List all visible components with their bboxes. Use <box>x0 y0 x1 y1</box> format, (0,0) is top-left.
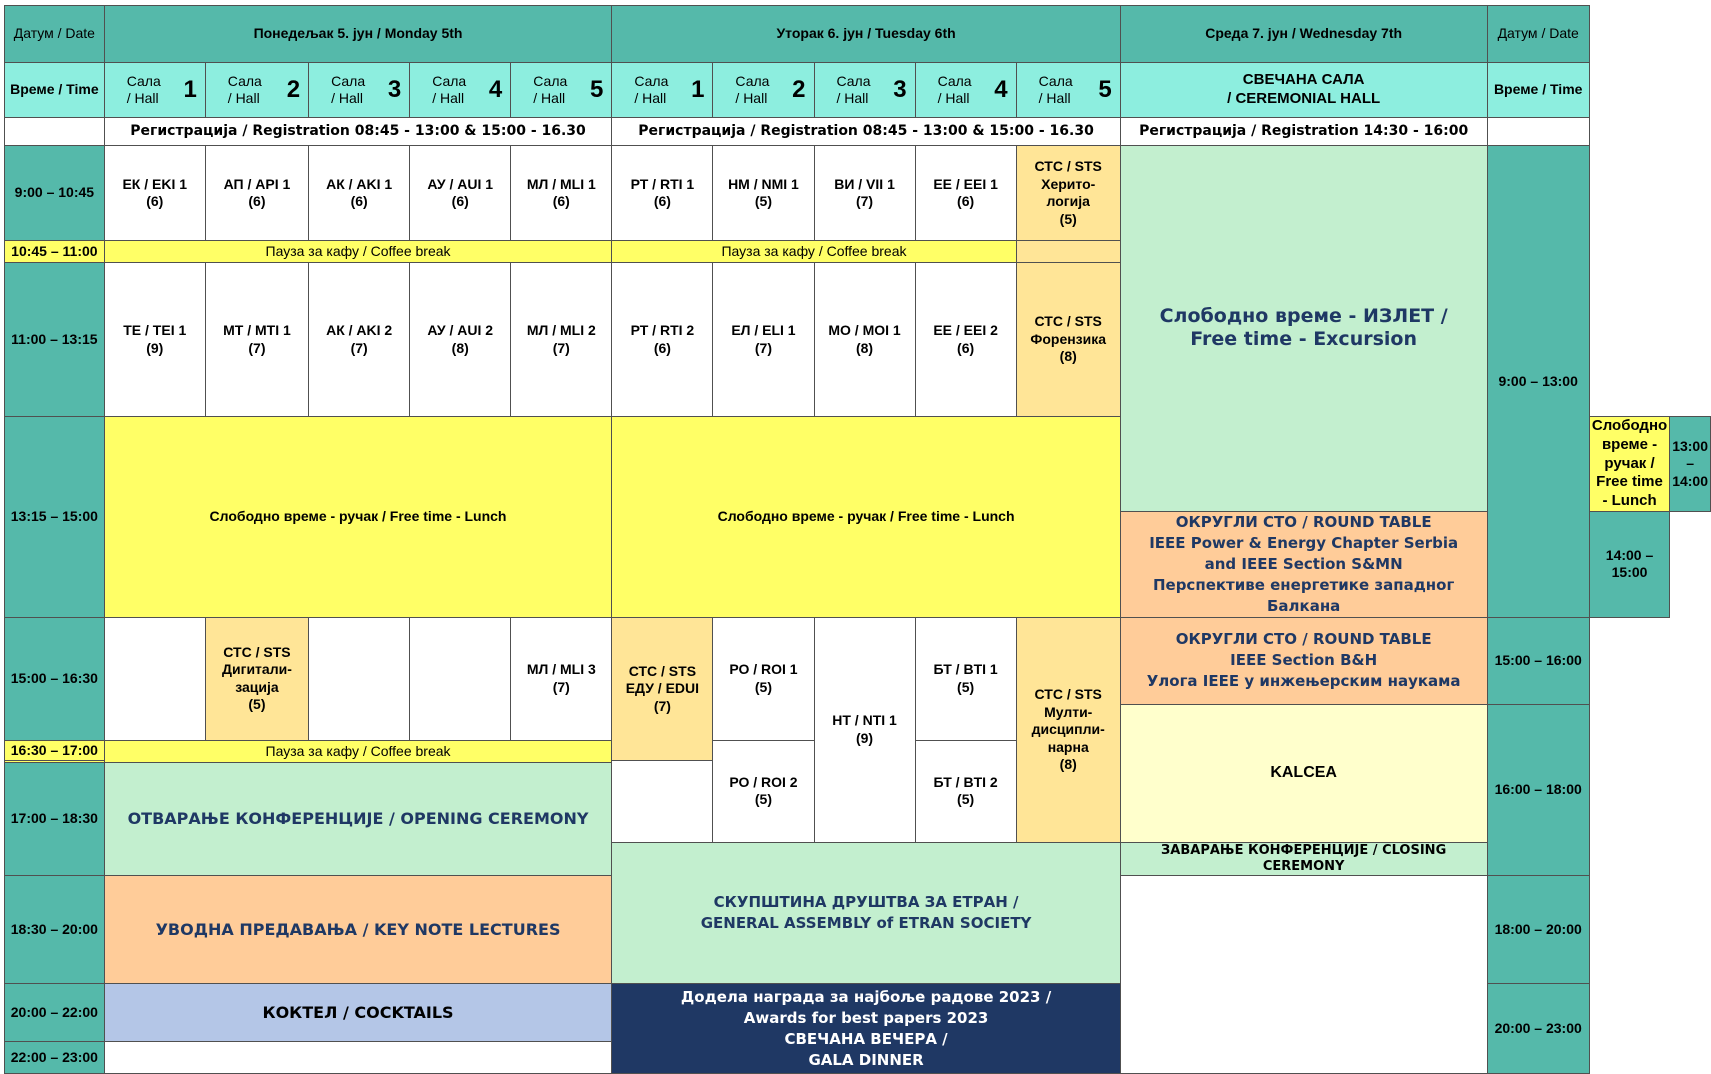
session-cell <box>713 146 814 241</box>
keynote-lectures: УВОДНА ПРЕДАВАЊА / KEY NOTE LECTURES <box>104 876 612 984</box>
hall-number: 4 <box>994 76 1008 103</box>
session-code: РО / ROI 2 <box>729 773 798 790</box>
awards-line: Додела награда за најбоље радове 2023 / <box>680 987 1052 1006</box>
hall-label-text: Сала <box>937 72 972 89</box>
coffee-break-afternoon: Пауза за кафу / Coffee break <box>104 740 612 762</box>
time-slot-right: 18:00 – 20:00 <box>1487 876 1589 984</box>
session-cell <box>410 146 511 241</box>
session-count: (7) <box>552 339 570 356</box>
hall-label-text: Сала <box>533 72 568 89</box>
session-line: ЕДУ / EDUI <box>625 680 700 696</box>
time-slot: 15:00 – 16:30 <box>5 617 105 740</box>
session-count: (5) <box>957 678 975 695</box>
session-code: РТ / RTI 1 <box>630 175 695 192</box>
session-line: Херито- <box>1041 175 1096 192</box>
session-cell <box>104 263 205 417</box>
session-cell <box>511 617 612 740</box>
session-code: АК / AKI 2 <box>326 322 393 338</box>
session-code: РО / ROI 1 <box>729 661 798 678</box>
sts-digitalization-session <box>205 617 308 740</box>
time-slot: 9:00 – 10:45 <box>5 146 105 241</box>
session-cell <box>713 740 814 842</box>
hall-label-text: Сала <box>836 72 871 89</box>
round-table-line: ОКРУГЛИ СТО / ROUND TABLE <box>1175 512 1432 531</box>
round-table-2 <box>1120 617 1487 704</box>
hall-label-text: / Hall <box>836 89 869 106</box>
session-count: (9) <box>855 729 874 746</box>
sts-forensics-session <box>1016 263 1120 417</box>
round-table-1 <box>1120 511 1487 617</box>
session-count: (6) <box>653 193 671 209</box>
session-code: МО / MOI 1 <box>828 322 901 338</box>
round-table-line: Перспективе енергетике западног Балкана <box>1152 575 1455 615</box>
hall-label-text: / Hall <box>432 89 465 106</box>
opening-ceremony: ОТВАРАЊЕ КОНФЕРЕНЦИЈЕ / OPENING CEREMONY <box>104 762 612 876</box>
conference-schedule <box>4 5 1711 1074</box>
session-count: (6) <box>653 339 671 356</box>
session-line: зација <box>235 678 279 695</box>
session-count: (6) <box>552 193 570 209</box>
empty-cell <box>612 760 713 842</box>
hall-header <box>205 63 308 118</box>
time-slot-right: 15:00 – 16:00 <box>1487 617 1589 704</box>
empty-cell <box>1120 876 1487 1074</box>
session-code: МЛ / MLI 3 <box>526 661 596 678</box>
time-label-left: Време / Time <box>5 63 105 118</box>
session-count: (7) <box>248 339 266 356</box>
cocktails: КОКТЕЛ / COCKTAILS <box>104 984 612 1042</box>
round-table-line: IEEE Power & Energy Chapter Serbia <box>1149 533 1459 552</box>
hall-number: 3 <box>893 76 907 103</box>
hall-header <box>915 63 1016 118</box>
session-count: (6) <box>248 193 266 209</box>
session-line: дисципли- <box>1031 721 1105 737</box>
session-line: (5) <box>248 696 266 713</box>
session-line: (8) <box>1059 348 1077 365</box>
hall-number: 1 <box>691 76 705 103</box>
session-cell <box>309 146 410 241</box>
hall-header <box>104 63 205 118</box>
empty-cell <box>1487 118 1589 146</box>
session-code: АК / AKI 1 <box>326 175 393 192</box>
time-slot-right: 9:00 – 13:00 <box>1487 146 1589 618</box>
session-count: (7) <box>855 193 874 209</box>
session-line: нарна <box>1047 738 1089 755</box>
hall-label-text: / Hall <box>331 89 364 106</box>
time-label-right: Време / Time <box>1487 63 1589 118</box>
session-code: МЛ / MLI 2 <box>526 322 596 338</box>
excursion-cell <box>1120 146 1487 512</box>
session-cell <box>713 617 814 740</box>
session-count: (6) <box>146 193 164 209</box>
assembly-line: СКУПШТИНА ДРУШТВА ЗА ЕТРАН / <box>713 893 1019 911</box>
general-assembly <box>612 842 1120 984</box>
time-slot: 22:00 – 23:00 <box>5 1042 105 1074</box>
coffee-break-tuesday: Пауза за кафу / Coffee break <box>612 241 1016 263</box>
hall-label-text: / Hall <box>126 89 159 106</box>
date-label-right: Датум / Date <box>1487 6 1589 63</box>
session-code: АП / API 1 <box>223 175 291 192</box>
session-cell <box>915 617 1016 740</box>
hall-label-text: / Hall <box>227 89 260 106</box>
session-cell <box>511 146 612 241</box>
sts-heritology-session <box>1016 146 1120 241</box>
session-cell <box>511 263 612 417</box>
sts-edu-session <box>612 617 713 760</box>
session-cell <box>410 263 511 417</box>
time-slot-right: 13:00 – 14:00 <box>1670 417 1711 512</box>
hall-number: 2 <box>792 76 806 103</box>
ceremonial-hall-header <box>1120 63 1487 118</box>
session-code: ЕЕ / EEI 1 <box>933 175 998 192</box>
session-cell <box>713 263 814 417</box>
session-cell <box>205 146 308 241</box>
hall-number: 4 <box>488 76 503 103</box>
session-line: Мулти- <box>1044 703 1093 720</box>
session-cell <box>309 263 410 417</box>
day-header-wednesday: Среда 7. јун / Wednesday 7th <box>1120 6 1487 63</box>
hall-label-text: / Hall <box>937 89 970 106</box>
registration-monday: Регистрација / Registration 08:45 - 13:00 & 15:00 - 16.30 <box>104 118 612 146</box>
hall-header <box>410 63 511 118</box>
session-line: (8) <box>1059 756 1077 772</box>
hall-label-text: Сала <box>432 72 467 89</box>
session-code: БТ / BTI 1 <box>933 661 998 678</box>
hall-number: 1 <box>183 76 197 103</box>
time-slot: 17:00 – 18:30 <box>5 762 105 876</box>
time-slot: 10:45 – 11:00 <box>5 241 105 263</box>
session-cell <box>612 146 713 241</box>
session-code: ЕЕ / EEI 2 <box>933 322 998 338</box>
session-cell <box>612 263 713 417</box>
awards-gala-dinner <box>612 984 1120 1074</box>
session-line: СТС / STS <box>628 662 697 679</box>
kalcea-event: KALCEA <box>1120 704 1487 842</box>
session-count: (8) <box>855 339 874 356</box>
sts-multidisciplinary-session <box>1016 617 1120 842</box>
closing-ceremony: ЗАВАРАЊЕ КОНФЕРЕНЦИЈЕ / CLOSING CEREMONY <box>1120 842 1487 876</box>
time-slot: 18:30 – 20:00 <box>5 876 105 984</box>
session-cell <box>915 146 1016 241</box>
lunch-monday: Слободно време - ручак / Free time - Lunch <box>104 417 612 618</box>
time-slot: 20:00 – 22:00 <box>5 984 105 1042</box>
session-code: АУ / AUI 2 <box>427 322 494 338</box>
session-code: НМ / NMI 1 <box>728 175 799 192</box>
session-line: Форензика <box>1030 330 1107 347</box>
hall-header <box>713 63 814 118</box>
hall-number: 2 <box>286 76 301 103</box>
session-code: АУ / AUI 1 <box>427 175 494 192</box>
session-count: (5) <box>754 678 773 695</box>
session-cell <box>814 146 915 241</box>
hall-label-text: Сала <box>126 72 161 89</box>
round-table-line: IEEE Section B&H <box>1230 651 1378 670</box>
empty-cell <box>5 118 105 146</box>
time-slot: 16:30 – 17:00 <box>5 740 105 760</box>
session-code: ТЕ / TEI 1 <box>123 322 187 338</box>
session-count: (8) <box>451 339 469 356</box>
registration-wednesday: Регистрација / Registration 14:30 - 16:00 <box>1120 118 1487 146</box>
session-code: МЛ / MLI 1 <box>526 175 596 192</box>
awards-line: GALA DINNER <box>808 1050 924 1069</box>
coffee-break-monday: Пауза за кафу / Coffee break <box>104 241 612 263</box>
session-line: СТС / STS <box>1034 686 1102 702</box>
session-cell <box>104 146 205 241</box>
empty-cell <box>104 617 205 740</box>
session-count: (6) <box>350 193 368 209</box>
round-table-line: and IEEE Section S&MN <box>1204 554 1403 573</box>
session-count: (6) <box>957 193 975 209</box>
session-code: ЕЛ / ELI 1 <box>731 322 796 338</box>
session-line: (5) <box>1059 210 1077 227</box>
empty-cell <box>309 617 410 740</box>
round-table-line: Улога IEEE у инжењерским наукама <box>1146 672 1461 691</box>
session-code: МТ / MTI 1 <box>223 322 291 338</box>
empty-cell <box>104 1042 612 1074</box>
awards-line: СВЕЧАНА ВЕЧЕРА / <box>784 1029 948 1048</box>
hall-label-text: / Hall <box>533 89 566 106</box>
session-line: СТС / STS <box>1034 313 1102 330</box>
hall-header <box>309 63 410 118</box>
session-line: логија <box>1046 193 1090 209</box>
session-count: (6) <box>451 193 469 209</box>
session-code: НТ / NTI 1 <box>832 712 897 729</box>
awards-line: Awards for best papers 2023 <box>743 1008 989 1027</box>
session-cell <box>915 740 1016 842</box>
hall-label-text: / Hall <box>735 89 768 106</box>
session-cell <box>814 263 915 417</box>
session-cell <box>205 263 308 417</box>
hall-label-text: Сала <box>331 72 366 89</box>
hall-header <box>612 63 713 118</box>
session-count: (7) <box>350 339 368 356</box>
assembly-line: GENERAL ASSEMBLY of ETRAN SOCIETY <box>700 914 1032 932</box>
session-count: (5) <box>957 791 975 808</box>
session-count: (5) <box>754 193 773 209</box>
hall-label-text: Сала <box>735 72 770 89</box>
hall-number: 5 <box>1098 76 1112 103</box>
registration-tuesday: Регистрација / Registration 08:45 - 13:00 & 15:00 - 16.30 <box>612 118 1120 146</box>
ceremonial-hall-line: / CEREMONIAL HALL <box>1227 90 1381 107</box>
excursion-line: Слободно време - ИЗЛЕТ / <box>1159 304 1448 327</box>
hall-label-text: Сала <box>634 72 669 89</box>
excursion-line: Free time - Excursion <box>1190 328 1417 351</box>
session-count: (9) <box>146 339 164 356</box>
hall-number: 3 <box>387 76 402 103</box>
lunch-tuesday: Слободно време - ручак / Free time - Lunch <box>612 417 1120 618</box>
session-code: ВИ / VII 1 <box>834 175 895 192</box>
day-header-monday: Понедељак 5. јун / Monday 5th <box>104 6 612 63</box>
session-line: Дигитали- <box>222 661 292 678</box>
empty-cell <box>1016 241 1120 263</box>
date-label-left: Датум / Date <box>5 6 105 63</box>
hall-number: 5 <box>589 76 604 103</box>
ceremonial-hall-line: СВЕЧАНА САЛА <box>1242 71 1365 89</box>
session-code: РТ / RTI 2 <box>630 322 695 338</box>
hall-label-text: Сала <box>227 72 262 89</box>
session-count: (5) <box>754 791 773 808</box>
session-count: (6) <box>957 339 975 356</box>
hall-label-text: Сала <box>1038 72 1073 89</box>
session-code: ЕК / EKI 1 <box>122 175 188 192</box>
hall-label-text: / Hall <box>1038 89 1071 106</box>
session-cell <box>814 617 915 842</box>
lunch-wednesday: Слободно време - ручак / Free time - Lunch <box>1589 417 1669 512</box>
session-count: (7) <box>552 678 570 695</box>
day-header-tuesday: Уторак 6. јун / Tuesday 6th <box>612 6 1120 63</box>
session-line: СТС / STS <box>1034 158 1102 174</box>
session-code: БТ / BTI 2 <box>933 773 998 790</box>
session-count: (7) <box>754 339 773 356</box>
hall-header <box>814 63 915 118</box>
session-cell <box>915 263 1016 417</box>
session-line: (7) <box>653 697 671 714</box>
session-line: СТС / STS <box>223 643 291 660</box>
hall-header <box>511 63 612 118</box>
time-slot: 13:15 – 15:00 <box>5 417 105 618</box>
time-slot-right: 20:00 – 23:00 <box>1487 984 1589 1074</box>
hall-label-text: / Hall <box>634 89 667 106</box>
hall-header <box>1016 63 1120 118</box>
time-slot-right: 14:00 – 15:00 <box>1589 511 1669 617</box>
round-table-line: ОКРУГЛИ СТО / ROUND TABLE <box>1175 630 1432 649</box>
time-slot: 11:00 – 13:15 <box>5 263 105 417</box>
time-slot-right: 16:00 – 18:00 <box>1487 704 1589 876</box>
empty-cell <box>410 617 511 740</box>
